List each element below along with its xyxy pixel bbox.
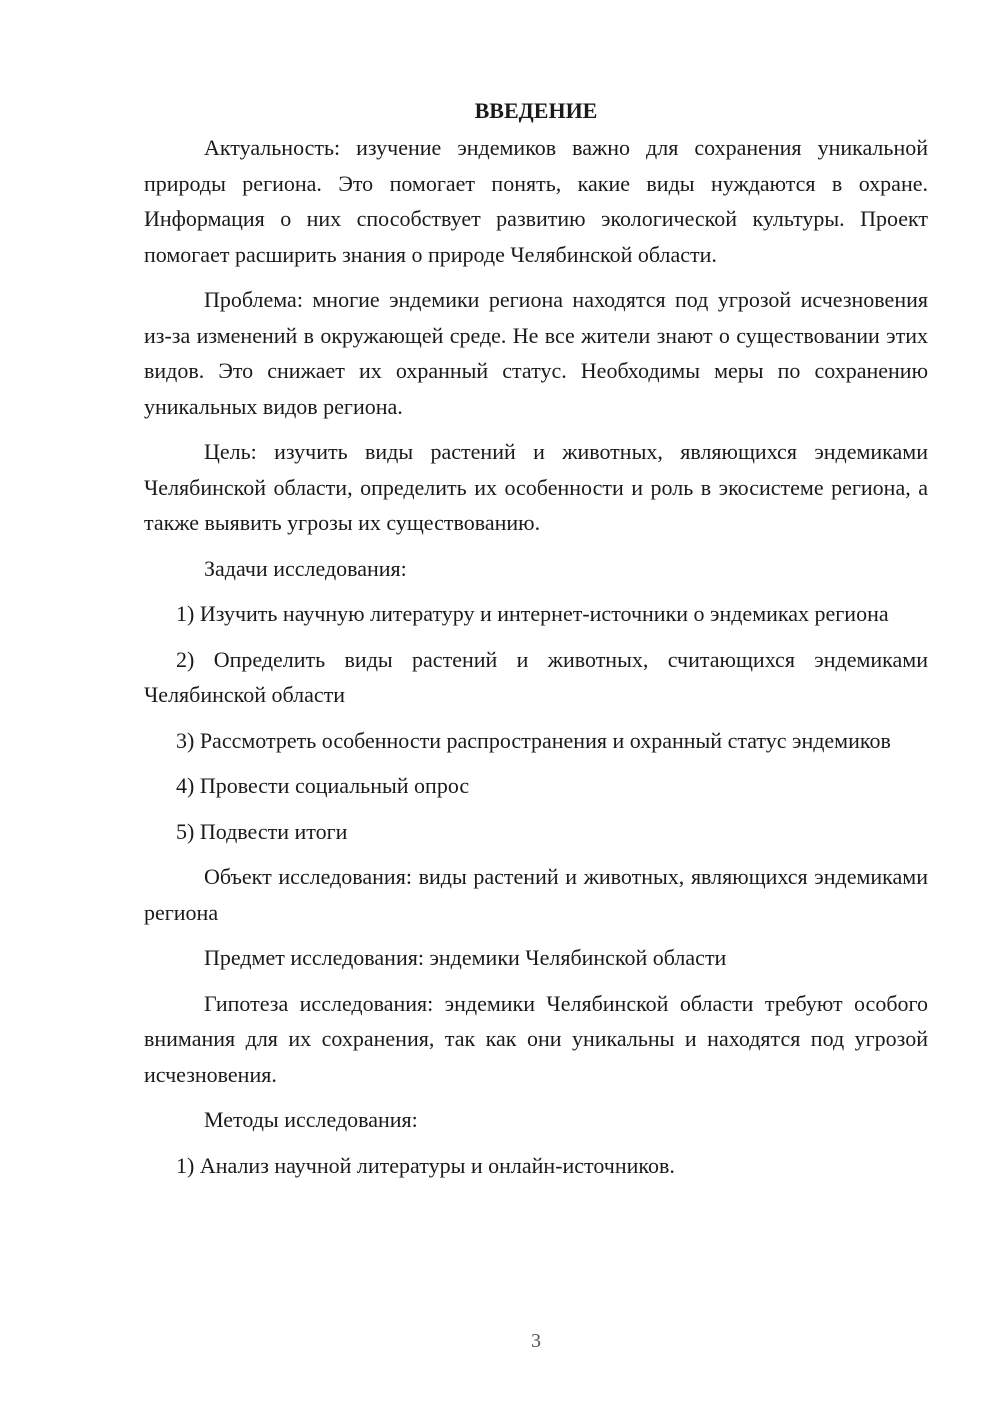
goal-paragraph: Цель: изучить виды растений и животных, являющихся эндемиками Челябинской области, определить их особенности и роль в экосистеме региона, а также выявить угрозы их существованию. [144,439,928,535]
problem-paragraph: Проблема: многие эндемики региона находятся под угрозой исчезновения из-за изменений в окружающей среде. Не все жители знают о существовании этих видов. Это снижает их охранный статус. Необходимы меры по сохранению уникальных видов региона. [144,287,928,419]
object-paragraph: Объект исследования: виды растений и животных, являющихся эндемиками региона [144,864,928,925]
task-item-5: 5) Подвести итоги [176,818,348,844]
tasks-heading: Задачи исследования: [204,555,407,581]
task-item-2: 2) Определить виды растений и животных, считающихся эндемиками Челябинской области [144,646,928,707]
subject-paragraph: Предмет исследования: эндемики Челябинской области [204,945,727,970]
task-item-1: 1) Изучить научную литературу и интернет-источники о эндемиках региона [176,601,889,626]
relevance-paragraph: Актуальность: изучение эндемиков важно для сохранения уникальной природы региона. Это помогает понять, какие виды нуждаются в охране. Информация о них способствует развитию экологической культуры. Проект помогает расширить знания о природе Челябинской области. [144,135,928,267]
methods-heading: Методы исследования: [204,1107,418,1132]
method-item-1: 1) Анализ научной литературы и онлайн-источников. [176,1152,675,1178]
hypothesis-paragraph: Гипотеза исследования: эндемики Челябинской области требуют особого внимания для их сохранения, так как они уникальны и находятся под угрозой исчезновения. [144,990,928,1087]
page-body [144,94,928,1193]
task-item-3: 3) Рассмотреть особенности распространения и охранный статус эндемиков [176,727,891,753]
task-item-4: 4) Провести социальный опрос [176,773,470,798]
page-number: 3 [531,1330,541,1352]
section-heading: ВВЕДЕНИЕ [474,98,598,123]
